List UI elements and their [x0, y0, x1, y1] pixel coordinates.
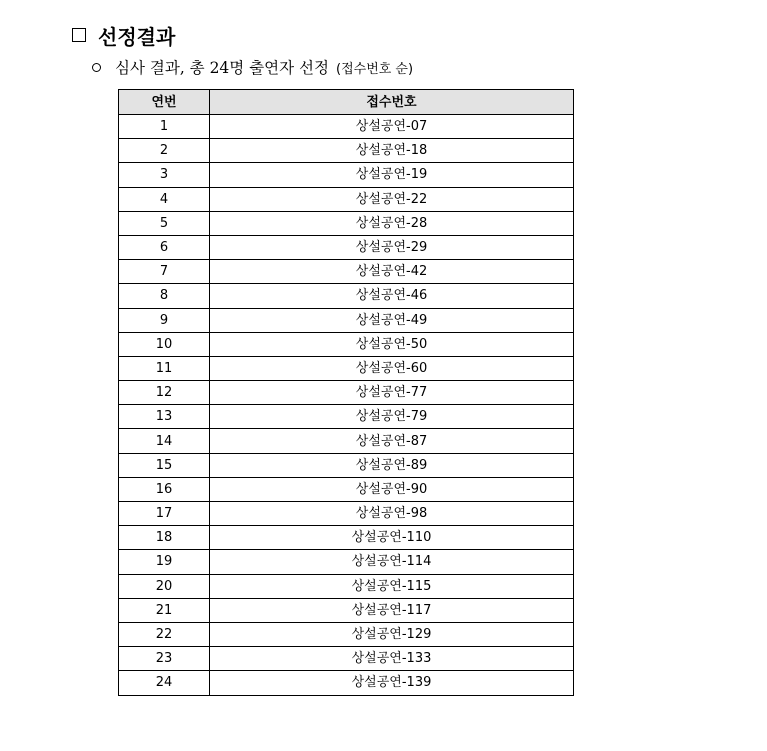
table-row: [119, 477, 574, 501]
table-row: [119, 526, 574, 550]
serial-number-cell: 22: [119, 622, 210, 646]
table-row: [119, 405, 574, 429]
table-row: [119, 260, 574, 284]
table-row: [119, 574, 574, 598]
table-row: [119, 187, 574, 211]
table-row: [119, 502, 574, 526]
table-row: [119, 211, 574, 235]
section-title: 선정결과: [98, 24, 176, 49]
table-row: [119, 284, 574, 308]
table-row: [119, 139, 574, 163]
serial-number-cell: 20: [119, 574, 210, 598]
serial-number-cell: 2: [119, 139, 210, 163]
application-number-cell: 상설공연-129: [210, 622, 574, 646]
table-row: [119, 163, 574, 187]
table-row: [119, 598, 574, 622]
section-heading: [72, 20, 175, 50]
table-row: [119, 308, 574, 332]
serial-number-cell: 5: [119, 211, 210, 235]
application-number-cell: 상설공연-42: [210, 260, 574, 284]
application-number-cell: 상설공연-49: [210, 308, 574, 332]
application-number-cell: 상설공연-28: [210, 211, 574, 235]
table-row: [119, 115, 574, 139]
table-row: [119, 647, 574, 671]
application-number-cell: 상설공연-98: [210, 502, 574, 526]
application-number-cell: 상설공연-87: [210, 429, 574, 453]
serial-number-cell: 16: [119, 477, 210, 501]
application-number-cell: 상설공연-89: [210, 453, 574, 477]
serial-number-cell: 10: [119, 332, 210, 356]
serial-number-cell: 4: [119, 187, 210, 211]
application-number-cell: 상설공연-115: [210, 574, 574, 598]
selection-table: [118, 89, 574, 696]
application-number-cell: 상설공연-07: [210, 115, 574, 139]
serial-number-cell: 7: [119, 260, 210, 284]
application-number-cell: 상설공연-139: [210, 671, 574, 695]
square-bullet-icon: [72, 28, 86, 42]
table-row: [119, 671, 574, 695]
serial-number-cell: 6: [119, 235, 210, 259]
serial-number-cell: 11: [119, 356, 210, 380]
application-number-cell: 상설공연-114: [210, 550, 574, 574]
application-number-cell: 상설공연-46: [210, 284, 574, 308]
serial-number-cell: 19: [119, 550, 210, 574]
serial-number-cell: 12: [119, 381, 210, 405]
serial-number-cell: 17: [119, 502, 210, 526]
table-row: [119, 235, 574, 259]
serial-number-cell: 1: [119, 115, 210, 139]
application-number-cell: 상설공연-50: [210, 332, 574, 356]
header-application-number: 접수번호: [210, 90, 574, 115]
application-number-cell: 상설공연-22: [210, 187, 574, 211]
application-number-cell: 상설공연-60: [210, 356, 574, 380]
serial-number-cell: 14: [119, 429, 210, 453]
serial-number-cell: 21: [119, 598, 210, 622]
application-number-cell: 상설공연-117: [210, 598, 574, 622]
application-number-cell: 상설공연-110: [210, 526, 574, 550]
serial-number-cell: 9: [119, 308, 210, 332]
application-number-cell: 상설공연-18: [210, 139, 574, 163]
application-number-cell: 상설공연-77: [210, 381, 574, 405]
table-header-row: [119, 90, 574, 115]
serial-number-cell: 13: [119, 405, 210, 429]
circle-bullet-icon: [92, 63, 101, 72]
table-row: [119, 356, 574, 380]
table-row: [119, 622, 574, 646]
summary-line: [92, 56, 413, 78]
table-row: [119, 381, 574, 405]
header-serial-number: 연번: [119, 90, 210, 115]
table-row: [119, 429, 574, 453]
serial-number-cell: 18: [119, 526, 210, 550]
application-number-cell: 상설공연-79: [210, 405, 574, 429]
table-row: [119, 550, 574, 574]
serial-number-cell: 24: [119, 671, 210, 695]
summary-text: 심사 결과, 총 24명 출연자 선정: [115, 59, 329, 77]
table-row: [119, 453, 574, 477]
table-row: [119, 332, 574, 356]
summary-note: (접수번호 순): [336, 61, 414, 77]
application-number-cell: 상설공연-133: [210, 647, 574, 671]
application-number-cell: 상설공연-19: [210, 163, 574, 187]
application-number-cell: 상설공연-90: [210, 477, 574, 501]
table-body: [119, 115, 574, 696]
serial-number-cell: 23: [119, 647, 210, 671]
serial-number-cell: 15: [119, 453, 210, 477]
application-number-cell: 상설공연-29: [210, 235, 574, 259]
serial-number-cell: 3: [119, 163, 210, 187]
serial-number-cell: 8: [119, 284, 210, 308]
